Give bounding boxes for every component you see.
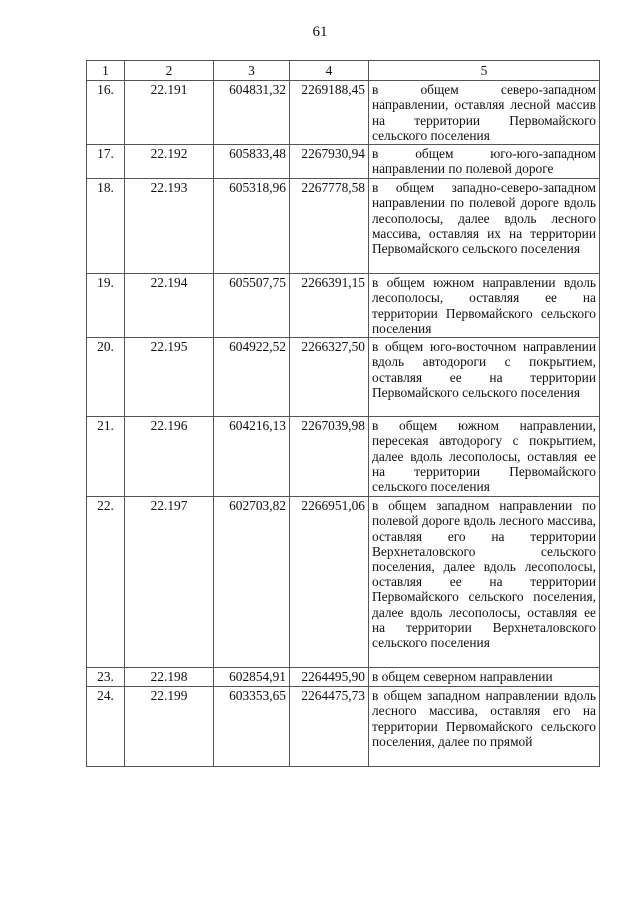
header-col-4: 4 [290, 61, 369, 81]
table-row [87, 668, 600, 687]
boundary-description: в общем западно-северо-западном направлении по полевой дороге вдоль лесополосы, далее вдоль лесного массива, оставляя их на территории Первомайского сельского поселения [369, 179, 600, 274]
coordinate-y: 2266951,06 [290, 497, 369, 668]
table-row [87, 687, 600, 767]
coordinate-y: 2266327,50 [290, 338, 369, 417]
header-col-1: 1 [87, 61, 125, 81]
table-row [87, 274, 600, 338]
coordinate-y: 2267778,58 [290, 179, 369, 274]
coordinate-x: 605318,96 [214, 179, 290, 274]
boundary-description: в общем юго-юго-западном направлении по полевой дороге [369, 145, 600, 179]
point-id: 22.193 [125, 179, 214, 274]
coordinate-x: 604831,32 [214, 81, 290, 145]
table-row [87, 179, 600, 274]
table-row [87, 417, 600, 497]
point-id: 22.196 [125, 417, 214, 497]
point-id: 22.192 [125, 145, 214, 179]
boundary-description: в общем юго-восточном направлении вдоль автодороги с покрытием, оставляя ее на территории Первомайского сельского поселения [369, 338, 600, 417]
coordinate-y: 2267039,98 [290, 417, 369, 497]
table-row [87, 145, 600, 179]
coordinate-x: 604922,52 [214, 338, 290, 417]
row-number: 24. [87, 687, 125, 767]
page-number: 61 [312, 24, 328, 40]
point-id: 22.199 [125, 687, 214, 767]
header-col-3: 3 [214, 61, 290, 81]
row-number: 20. [87, 338, 125, 417]
table-header-row [87, 61, 600, 81]
coordinate-y: 2269188,45 [290, 81, 369, 145]
coordinate-y: 2264475,73 [290, 687, 369, 767]
boundary-description: в общем южном направлении, пересекая автодорогу с покрытием, далее вдоль лесополосы, оставляя ее на территории Первомайского сельского поселения [369, 417, 600, 497]
coordinate-x: 602854,91 [214, 668, 290, 687]
coordinate-x: 605507,75 [214, 274, 290, 338]
boundary-description: в общем северном направлении [369, 668, 600, 687]
coordinate-x: 604216,13 [214, 417, 290, 497]
point-id: 22.191 [125, 81, 214, 145]
row-number: 18. [87, 179, 125, 274]
header-col-5: 5 [369, 61, 600, 81]
header-col-2: 2 [125, 61, 214, 81]
row-number: 17. [87, 145, 125, 179]
point-id: 22.198 [125, 668, 214, 687]
boundary-description: в общем западном направлении по полевой дороге вдоль лесного массива, оставляя его на территории Верхнеталовского сельского поселения, далее вдоль лесополосы, оставляя ее на территории Первомайского сельского поселения, далее вдоль лесополосы, оставляя ее на территории Верхнеталовского сельского поселения [369, 497, 600, 668]
boundary-description: в общем южном направлении вдоль лесополосы, оставляя ее на территории Первомайского сельского поселения [369, 274, 600, 338]
boundary-description: в общем северо-западном направлении, оставляя лесной массив на территории Первомайского сельского поселения [369, 81, 600, 145]
coordinate-x: 602703,82 [214, 497, 290, 668]
table-row [87, 338, 600, 417]
coordinate-y: 2266391,15 [290, 274, 369, 338]
row-number: 23. [87, 668, 125, 687]
row-number: 21. [87, 417, 125, 497]
point-id: 22.195 [125, 338, 214, 417]
point-id: 22.194 [125, 274, 214, 338]
coordinate-y: 2264495,90 [290, 668, 369, 687]
coordinate-x: 603353,65 [214, 687, 290, 767]
row-number: 19. [87, 274, 125, 338]
row-number: 22. [87, 497, 125, 668]
boundary-description: в общем западном направлении вдоль лесного массива, оставляя его на территории Первомайского сельского поселения, далее по прямой [369, 687, 600, 767]
row-number: 16. [87, 81, 125, 145]
table-row [87, 81, 600, 145]
point-id: 22.197 [125, 497, 214, 668]
coordinate-x: 605833,48 [214, 145, 290, 179]
coordinate-y: 2267930,94 [290, 145, 369, 179]
boundary-points-table [86, 60, 600, 767]
table-row [87, 497, 600, 668]
